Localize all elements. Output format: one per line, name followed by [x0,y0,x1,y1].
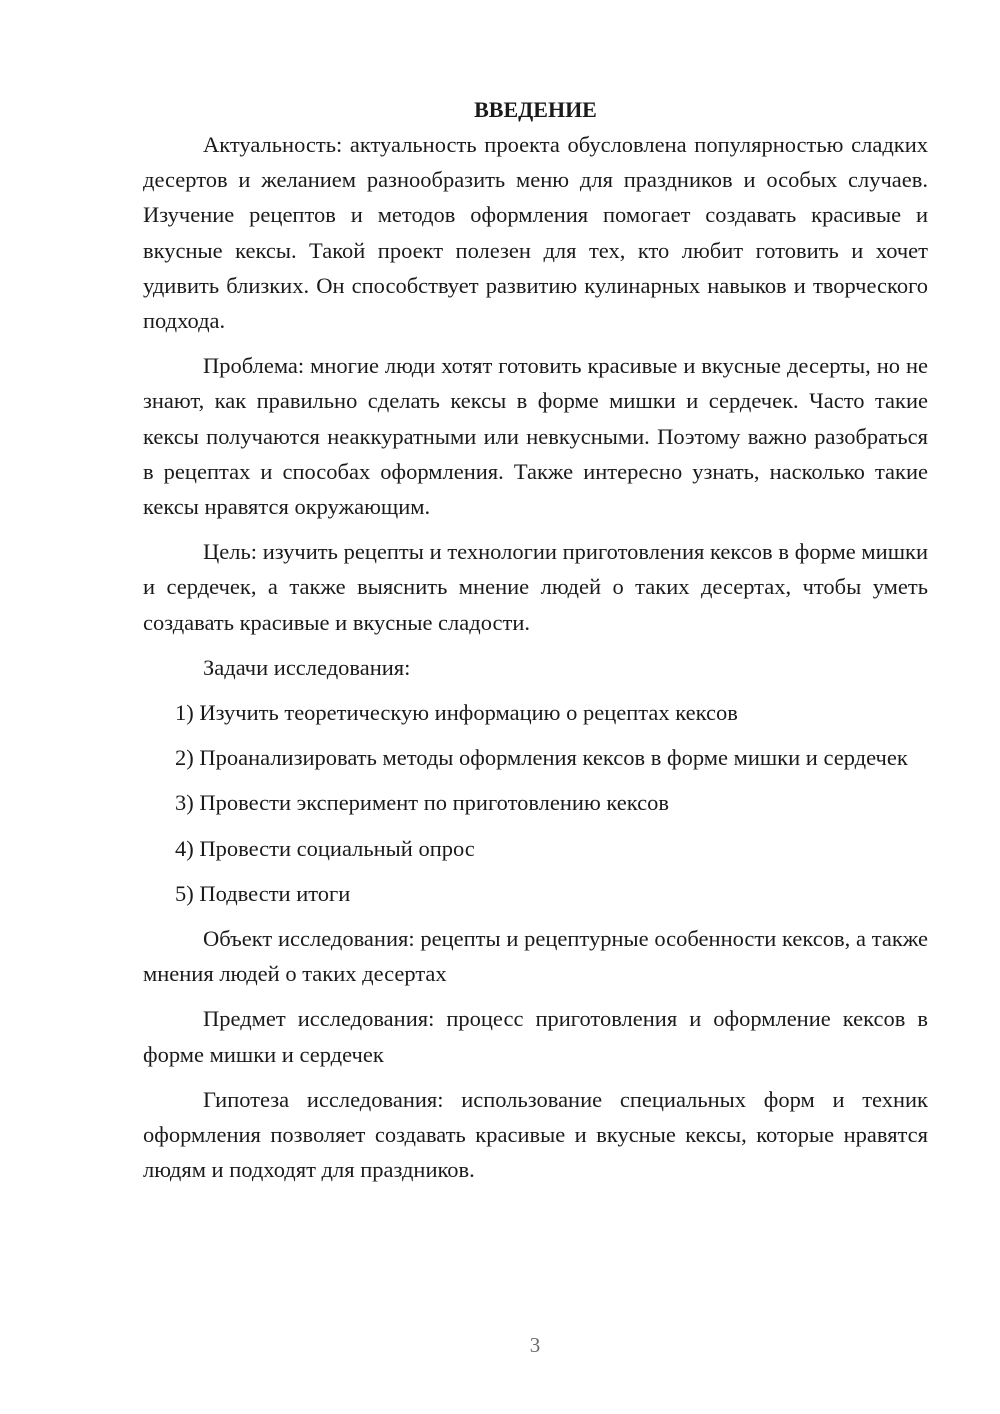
task-item: 5) Подвести итоги [175,880,351,906]
paragraph-hypothesis: Гипотеза исследования: использование специальных форм и техник оформления позволяет создавать красивые и вкусные кексы, которые нравятся людям и подходят для праздников. [143,1086,928,1183]
task-item: 4) Провести социальный опрос [175,835,475,861]
paragraph-problem: Проблема: многие люди хотят готовить красивые и вкусные десерты, но не знают, как правильно сделать кексы в форме мишки и сердечек. Часто такие кексы получаются неаккуратными или невкусными. Поэтому важно разобраться в рецептах и способах оформления. Также интересно узнать, насколько такие кексы нравятся окружающим. [143,353,928,520]
task-item: 3) Провести эксперимент по приготовлению кексов [175,790,670,816]
section-title: ВВЕДЕНИЕ [474,97,597,122]
tasks-heading: Задачи исследования: [203,654,411,680]
paragraph-subject: Предмет исследования: процесс приготовления и оформление кексов в форме мишки и сердечек [143,1006,928,1067]
document-page [143,92,928,1197]
page-number: 3 [529,1333,541,1357]
task-item: 1) Изучить теоретическую информацию о рецептах кексов [175,700,738,726]
paragraph-goal: Цель: изучить рецепты и технологии приготовления кексов в форме мишки и сердечек, а также выяснить мнение людей о таких десертах, чтобы уметь создавать красивые и вкусные сладости. [143,539,928,635]
paragraph-object: Объект исследования: рецепты и рецептурные особенности кексов, а также мнения людей о таких десертах [143,926,928,987]
paragraph-relevance: Актуальность: актуальность проекта обусловлена популярностью сладких десертов и желанием разнообразить меню для праздников и особых случаев. Изучение рецептов и методов оформления помогает создавать красивые и вкусные кексы. Такой проект полезен для тех, кто любит готовить и хочет удивить близких. Он способствует развитию кулинарных навыков и творческого подхода. [143,132,928,334]
task-item: 2) Проанализировать методы оформления кексов в форме мишки и сердечек [175,745,908,771]
